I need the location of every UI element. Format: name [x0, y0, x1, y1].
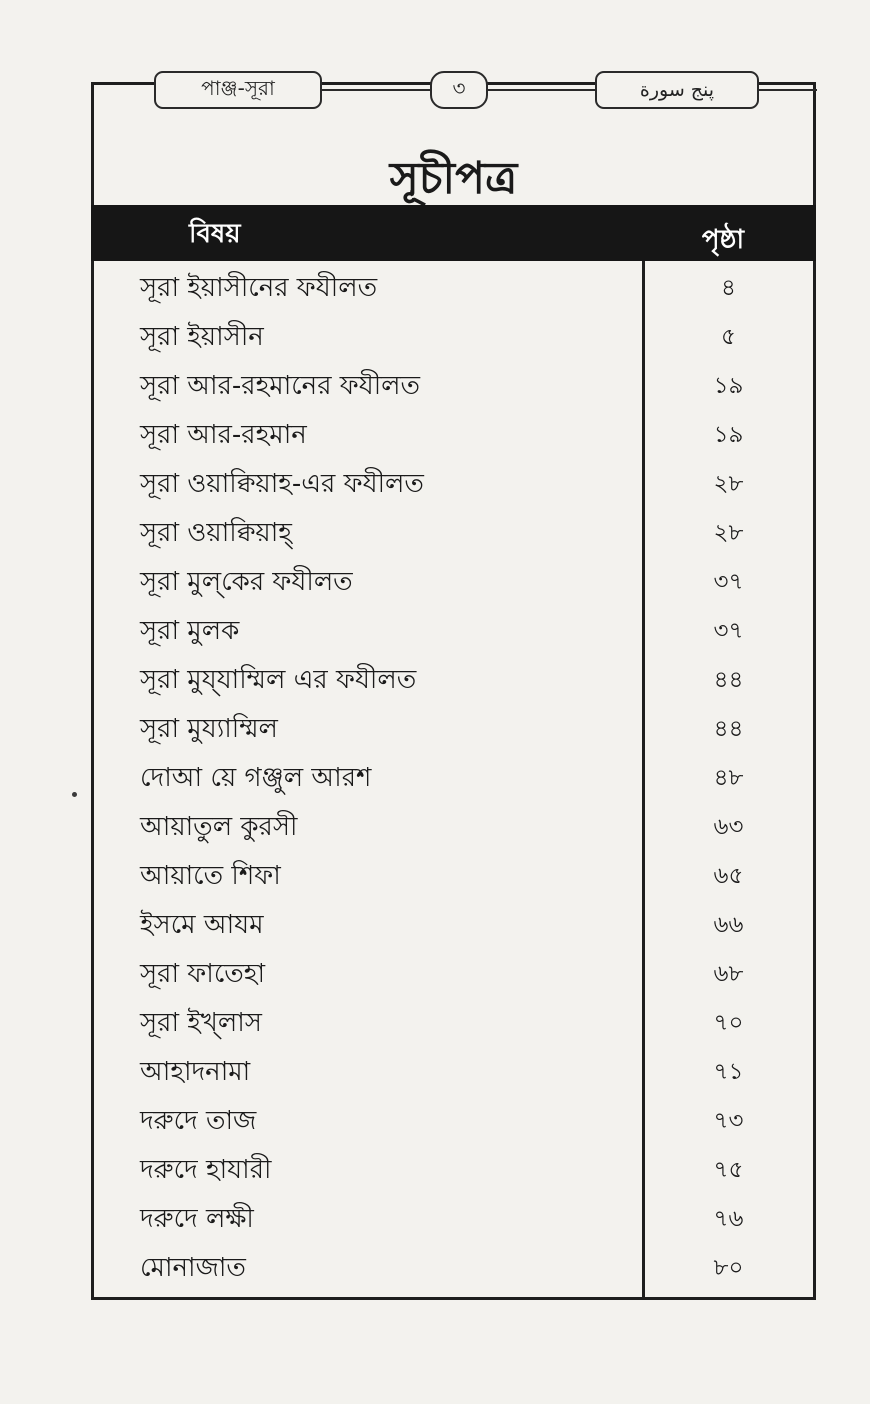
table-row	[94, 1143, 813, 1192]
row-page-number: ১৯	[713, 373, 744, 399]
row-page-number: ৮০	[713, 1255, 744, 1281]
row-page-number: ৩৭	[713, 618, 744, 644]
column-header-topic: বিষয়	[189, 219, 241, 249]
table-row	[94, 996, 813, 1045]
row-topic: আয়াতুল কুরসী	[140, 812, 298, 842]
table-row	[94, 261, 813, 310]
contents-list	[94, 261, 813, 1290]
table-row	[94, 604, 813, 653]
row-page-number: ৩৭	[713, 569, 744, 595]
row-topic: দরুদে লক্ষী	[140, 1204, 254, 1234]
row-page-number: ৬৩	[713, 814, 744, 840]
table-row	[94, 653, 813, 702]
table-row	[94, 457, 813, 506]
page-title: সূচীপত্র	[389, 153, 518, 204]
table-row	[94, 702, 813, 751]
row-topic: দরুদে হাযারী	[140, 1155, 272, 1185]
row-topic: সূরা ফাতেহা	[140, 959, 265, 989]
table-row	[94, 310, 813, 359]
table-row	[94, 800, 813, 849]
table-row	[94, 751, 813, 800]
running-header-right	[595, 71, 759, 109]
book-title-bengali: পাঞ্জ-সূরা	[201, 75, 275, 100]
table-row	[94, 555, 813, 604]
table-row	[94, 1094, 813, 1143]
row-topic: সূরা মুল্‌কের ফযীলত	[140, 567, 353, 597]
row-page-number: ১৯	[713, 422, 744, 448]
table-row	[94, 898, 813, 947]
row-page-number: ৭০	[713, 1010, 744, 1036]
row-topic: সূরা ইয়াসীন	[140, 322, 264, 352]
row-topic: সূরা আর-রহমানের ফযীলত	[140, 371, 421, 401]
row-page-number: ৪৮	[713, 765, 744, 791]
row-topic: আহাদনামা	[140, 1057, 251, 1087]
row-topic: আয়াতে শিফা	[140, 861, 281, 891]
page-number-badge	[430, 71, 488, 109]
row-page-number: ৭৬	[713, 1206, 744, 1232]
table-row	[94, 1045, 813, 1094]
table-of-contents-frame	[91, 75, 816, 1300]
row-page-number: ৫	[721, 324, 736, 350]
page-number: ৩	[452, 75, 466, 100]
row-topic: সূরা মুলক	[140, 616, 240, 646]
row-topic: সূরা মুয্‌যাম্মিল এর ফযীলত	[140, 665, 417, 695]
row-page-number: ২৮	[713, 471, 744, 497]
book-title-arabic: پنج سورة	[639, 79, 715, 101]
table-row	[94, 1192, 813, 1241]
header-connector-end	[759, 89, 817, 91]
row-page-number: ৬৬	[713, 912, 744, 938]
row-topic: সূরা ইখ্‌লাস	[140, 1008, 262, 1038]
row-page-number: ৭৫	[713, 1157, 744, 1183]
row-topic: সূরা মুয্যাম্মিল	[140, 714, 278, 744]
table-row	[94, 947, 813, 996]
table-row	[94, 1241, 813, 1290]
row-page-number: ২৮	[713, 520, 744, 546]
row-topic: মোনাজাত	[140, 1253, 246, 1283]
row-page-number: ৭১	[713, 1059, 744, 1085]
row-topic: ইসমে আযম	[140, 910, 264, 940]
row-topic: দরুদে তাজ	[140, 1106, 257, 1136]
row-page-number: ৭৩	[713, 1108, 744, 1134]
row-page-number: ৪৪	[713, 667, 744, 693]
table-row	[94, 506, 813, 555]
row-topic: সূরা আর-রহমান	[140, 420, 307, 450]
header-connector-right	[488, 89, 595, 91]
row-page-number: ৪	[721, 275, 736, 301]
page-speck	[72, 792, 77, 797]
running-header-left	[154, 71, 322, 109]
column-header-page: পৃষ্ঠা	[701, 225, 744, 255]
row-topic: দোআ য়ে গঞ্জুল আরশ	[140, 763, 372, 793]
row-topic: সূরা ওয়াক্বিয়াহ-এর ফযীলত	[140, 469, 424, 499]
row-topic: সূরা ওয়াক্বিয়াহ্	[140, 518, 292, 548]
header-connector-left	[322, 89, 430, 91]
row-page-number: ৬৮	[713, 961, 744, 987]
row-topic: সূরা ইয়াসীনের ফযীলত	[140, 273, 378, 303]
table-row	[94, 849, 813, 898]
row-page-number: ৪৪	[713, 716, 744, 742]
table-header-bar	[91, 205, 816, 261]
table-row	[94, 408, 813, 457]
table-row	[94, 359, 813, 408]
row-page-number: ৬৫	[713, 863, 744, 889]
